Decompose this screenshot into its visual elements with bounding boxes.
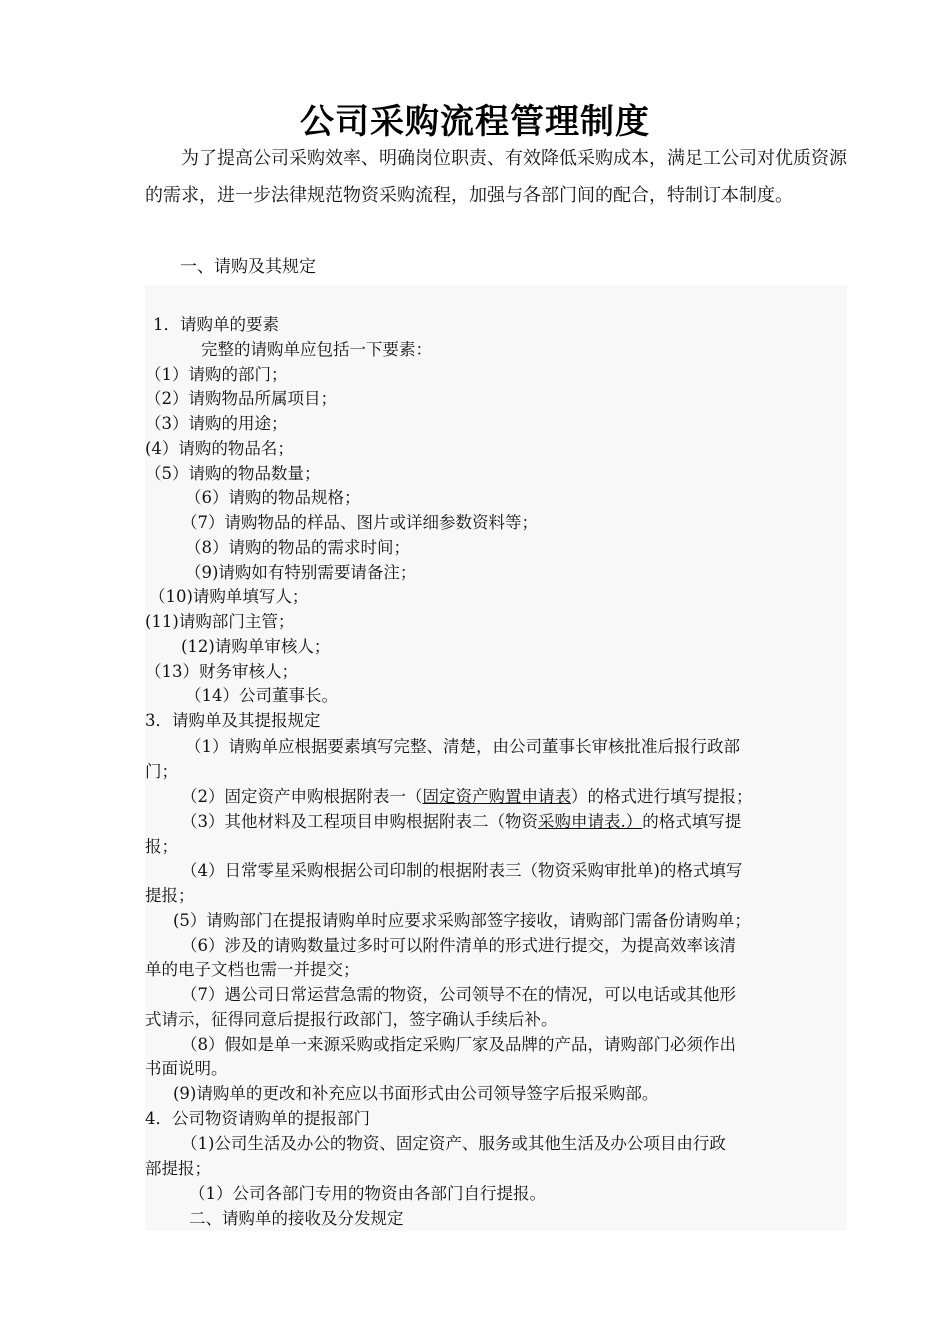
rule-line: （8）假如是单一来源采购或指定采购厂家及品牌的产品，请购部门必须作出 — [181, 1035, 736, 1054]
section-1-heading: 一、请购及其规定 — [180, 257, 316, 277]
rule-line: （1)公司生活及办公的物资、固定资产、服务或其他生活及办公项目由行政 — [181, 1134, 726, 1153]
element-line: （10)请购单填写人； — [149, 587, 309, 606]
item-1-heading: 1．请购单的要素 — [153, 315, 279, 334]
rule-line: (5）请购部门在提报请购单时应要求采购部签字接收，请购部门需备份请购单； — [173, 911, 751, 930]
rule-line: (9)请购单的更改和补充应以书面形式由公司领导签字后报采购部。 — [173, 1084, 659, 1103]
rule-line: 书面说明。 — [145, 1059, 228, 1078]
rule-line: （1）公司各部门专用的物资由各部门自行提报。 — [189, 1184, 546, 1203]
rule-line: （2）固定资产申购根据附表一（固定资产购置申请表）的格式进行填写提报； — [181, 787, 753, 806]
document-title: 公司采购流程管理制度 — [300, 102, 650, 142]
element-line: (4）请购的物品名； — [145, 439, 294, 458]
element-line: （14）公司董事长。 — [185, 686, 338, 705]
rule-line: （4）日常零星采购根据公司印制的根据附表三（物资采购审批单)的格式填写 — [181, 861, 743, 880]
element-line: （6）请购的物品规格； — [185, 488, 361, 507]
element-line: （13）财务审核人； — [145, 662, 298, 681]
element-line: （8）请购的物品的需求时间； — [185, 538, 410, 557]
element-line: （5）请购的物品数量； — [145, 464, 321, 483]
form-link-purchase-request: 采购申请表.） — [538, 812, 643, 831]
section-2-heading: 二、请购单的接收及分发规定 — [189, 1209, 404, 1228]
rule-line: （1）请购单应根据要素填写完整、清楚，由公司董事长审核批准后报行政部 — [185, 737, 740, 756]
intro-paragraph: 为了提高公司采购效率、明确岗位职责、有效降低采购成本，满足工公司对优质资源的需求，进一步法律规范物资采购流程，加强与各部门间的配合，特制订本制度。 — [145, 148, 847, 206]
element-line: (11)请购部门主管； — [145, 612, 295, 631]
form-link-fixed-asset: 固定资产购置申请表 — [422, 787, 571, 806]
element-line: (12)请购单审核人； — [181, 637, 331, 656]
element-line: （3）请购的用途； — [145, 414, 288, 433]
rule-line: 报； — [145, 837, 178, 856]
item-3-heading: 3．请购单及其提报规定 — [145, 711, 321, 730]
rule-line: 部提报； — [145, 1159, 211, 1178]
element-line: （2）请购物品所属项目； — [145, 389, 337, 408]
rule-line: （6）涉及的请购数量过多时可以附件清单的形式进行提交，为提高效率该清 — [181, 936, 736, 955]
rule-line: （3）其他材料及工程项目申购根据附表二（物资采购申请表.）的格式填写提 — [181, 812, 742, 831]
element-line: （9)请购如有特别需要请备注； — [185, 563, 417, 582]
rule-line: 单的电子文档也需一并提交； — [145, 960, 360, 979]
rule-line: （7）遇公司日常运营急需的物资，公司领导不在的情况，可以电话或其他形 — [181, 985, 736, 1004]
rule-line: 提报； — [145, 886, 195, 905]
item-4-heading: 4．公司物资请购单的提报部门 — [145, 1109, 370, 1128]
shaded-content-block — [145, 285, 847, 1231]
element-line: （7）请购物品的样品、图片或详细参数资料等； — [181, 513, 538, 532]
element-line: （1）请购的部门； — [145, 365, 288, 384]
item-1-lead: 完整的请购单应包括一下要素： — [201, 340, 432, 359]
rule-line: 门； — [145, 762, 178, 781]
rule-line: 式请示，征得同意后提报行政部门，签字确认手续后补。 — [145, 1010, 558, 1029]
